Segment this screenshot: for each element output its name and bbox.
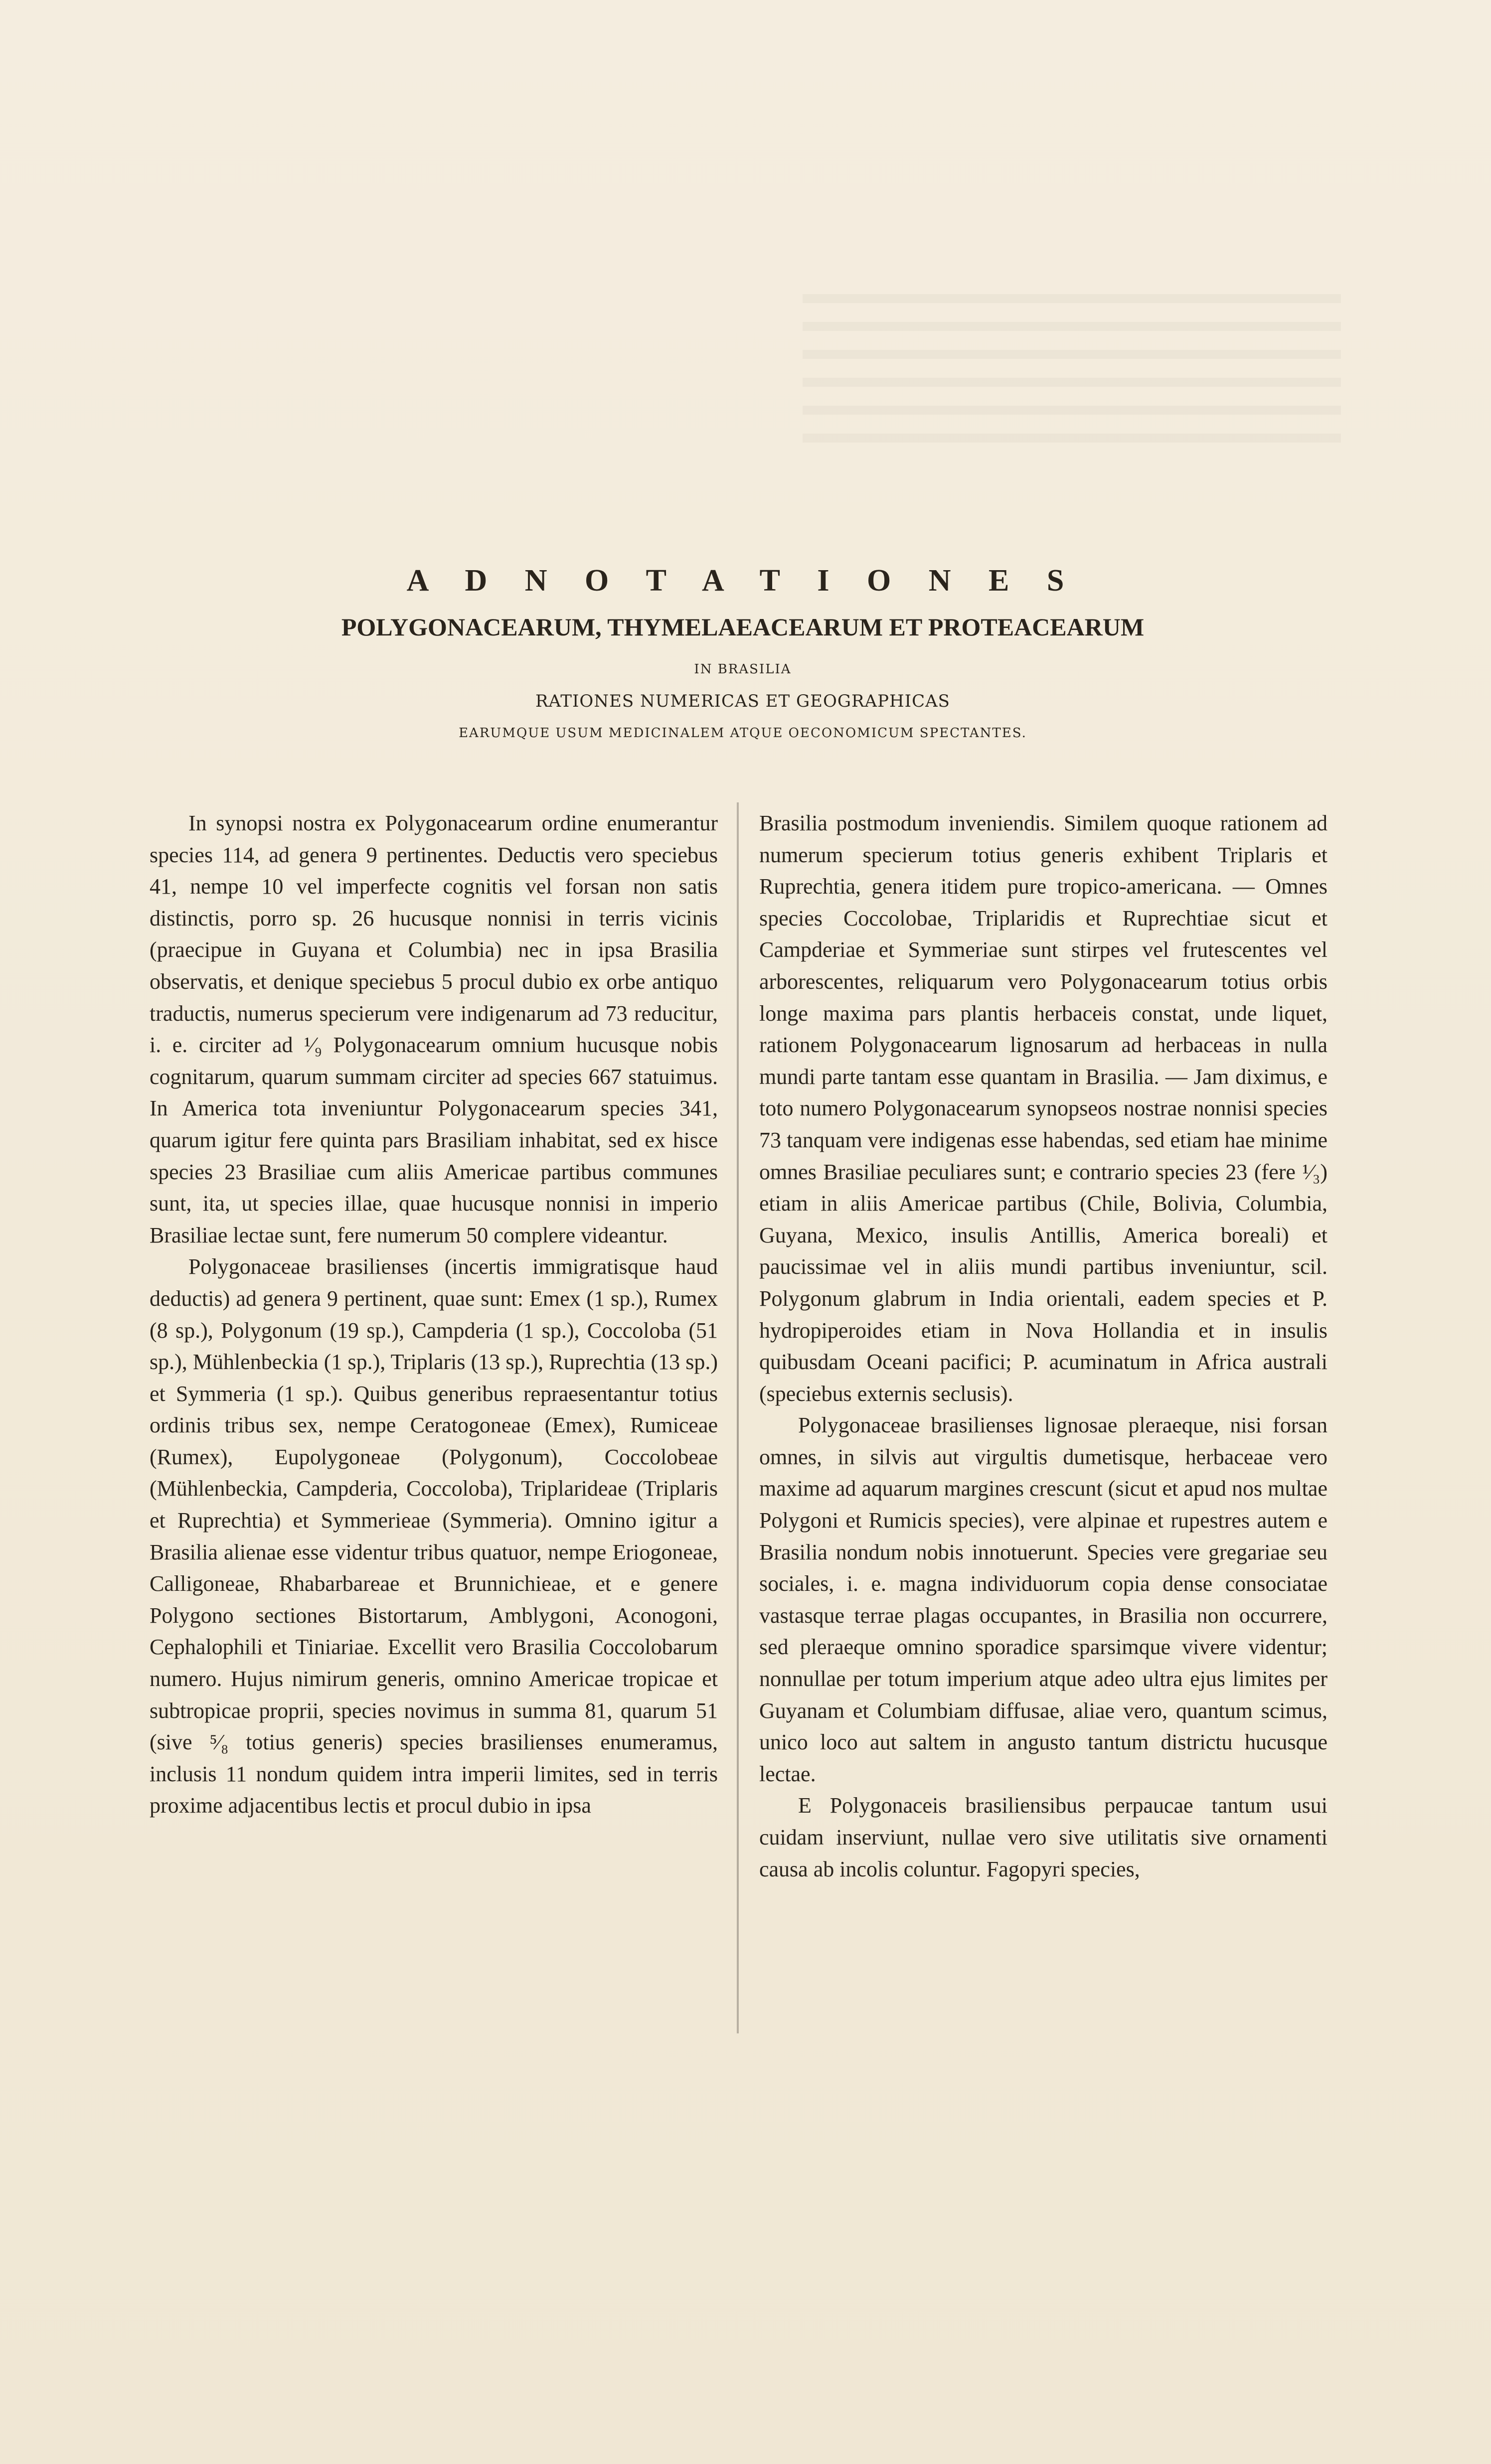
title-block: [165, 561, 1321, 741]
page-subtitle: POLYGONACEARUM, THYMELAEACEARUM ET PROTEACEARUM: [341, 613, 1145, 641]
left-paragraph-1: In synopsi nostra ex Polygonacearum ordine enumerantur species 114, ad genera 9 pertinentes. Deductis vero speciebus 41, nempe 10 vel imperfecte cognitis vel forsan non satis distinctis, porro sp. 26 hucusque nonnisi in terris vicinis (praecipue in Guyana et Columbia) nec in ipsa Brasilia observatis, et denique speciebus 5 procul dubio ex orbe antiquo traductis, numerus specierum vere indigenarum ad 73 reducitur, i. e. circiter ad ¹⁄₉ Polygonacearum omnium hucusque nobis cognitarum, quarum summam circiter ad species 667 statuimus. In America tota inveniuntur Polygonacearum species 341, quarum igitur fere quinta pars Brasiliam inhabitat, sed ex hisce species 23 Brasiliae cum aliis Americae partibus communes sunt, ita, ut species illae, quae hucusque nonnisi in imperio Brasiliae lectae sunt, fere numerum 50 complere videantur.: [150, 811, 718, 1247]
right-paragraph-1: Brasilia postmodum inveniendis. Similem quoque rationem ad numerum specierum totius generis exhibent Triplaris et Ruprechtia, genera itidem pure tropico-americana. — Omnes species Coccolobae, Triplaridis et Ruprechtiae sicut et Campderiae et Symmeriae sunt stirpes vel frutescentes vel arborescentes, reliquarum vero Polygonacearum totius orbis longe maxima pars plantis herbaceis constat, unde liquet, rationem Polygonacearum lignosarum ad herbaceas in nulla mundi parte tantam esse quantam in Brasilia. — Jam diximus, e toto numero Polygonacearum synopseos nostrae nonnisi species 73 tanquam vere indigenas esse habendas, sed etiam hae minime omnes Brasiliae peculiares sunt; e contrario species 23 (fere ¹⁄₃) etiam in aliis Americae partibus (Chile, Bolivia, Columbia, Guyana, Mexico, insulis Antillis, America boreali) et paucissimae vel in aliis mundi partibus inveniuntur, scil. Polygonum glabrum in India orientali, eadem species et P. hydropiperoides etiam in Nova Hollandia et in insulis quibusdam Oceani pacifici; P. acuminatum in Africa australi (speciebus externis seclusis).: [759, 811, 1327, 1406]
right-paragraph-2: Polygonaceae brasilienses lignosae pleraeque, nisi forsan omnes, in silvis aut virgultis dumetisque, herbaceae vero maxime ad aquarum margines crescunt (sicut et apud nos multae Polygoni et Rumicis species), vere alpinae et rupestres autem e Brasilia nondum nobis innotuerunt. Species vere gregariae seu sociales, i. e. magna individuorum copia dense consociatae vastasque terrae plagas occupantes, in Brasilia non occurrere, sed pleraeque omnino sporadice sparsimque vivere videntur; nonnullae per totum imperium atque adeo ultra ejus limites per Guyanam et Columbiam diffusae, aliae vero, quantum scimus, unico loco aut saltem in angusto tantum districtu hucusque lectae.: [759, 1413, 1327, 1786]
heading-line-2: RATIONES NUMERICAS ET GEOGRAPHICAS: [535, 691, 950, 711]
heading-line-3: EARUMQUE USUM MEDICINALEM ATQUE OECONOMICUM SPECTANTES.: [459, 726, 1027, 741]
column-divider: [737, 802, 739, 2033]
heading-line-1: IN BRASILIA: [694, 662, 792, 677]
show-through-text: [803, 294, 1341, 444]
left-paragraph-2: Polygonaceae brasilienses (incertis immigratisque haud deductis) ad genera 9 pertinent, quae sunt: Emex (1 sp.), Rumex (8 sp.), Polygonum (19 sp.), Campderia (1 sp.), Coccoloba (51 sp.), Mühlenbeckia (1 sp.), Triplaris (13 sp.), Ruprechtia (13 sp.) et Symmeria (1 sp.). Quibus generibus repraesentantur totius ordinis tribus sex, nempe Ceratogoneae (Emex), Rumiceae (Rumex), Eupolygoneae (Polygonum), Coccolobeae (Mühlenbeckia, Campderia, Coccoloba), Triplarideae (Triplaris et Ruprechtia) et Symmerieae (Symmeria). Omnino igitur a Brasilia alienae esse videntur tribus quatuor, nempe Eriogoneae, Calligoneae, Rhabarbareae et Brunnichieae, et e genere Polygono sectiones Bistortarum, Amblygoni, Aconogoni, Cephalophili et Tiniariae. Excellit vero Brasilia Coccolobarum numero. Hujus nimirum generis, omnino Americae tropicae et subtropicae proprii, species novimus in summa 81, quarum 51 (sive ⁵⁄₈ totius generis) species brasilienses enumeramus, inclusis 11 nondum quidem intra imperii limites, sed in terris proxime adjacentibus lectis et procul dubio in ipsa: [150, 1254, 718, 1818]
right-paragraph-3: E Polygonaceis brasiliensibus perpaucae tantum usui cuidam inserviunt, nullae vero sive utilitatis sive ornamenti causa ab incolis coluntur. Fagopyri species,: [759, 1793, 1327, 1881]
page-title: A D N O T A T I O N E S: [406, 564, 1079, 598]
right-column: [759, 807, 1327, 1885]
left-column: [150, 807, 718, 1822]
